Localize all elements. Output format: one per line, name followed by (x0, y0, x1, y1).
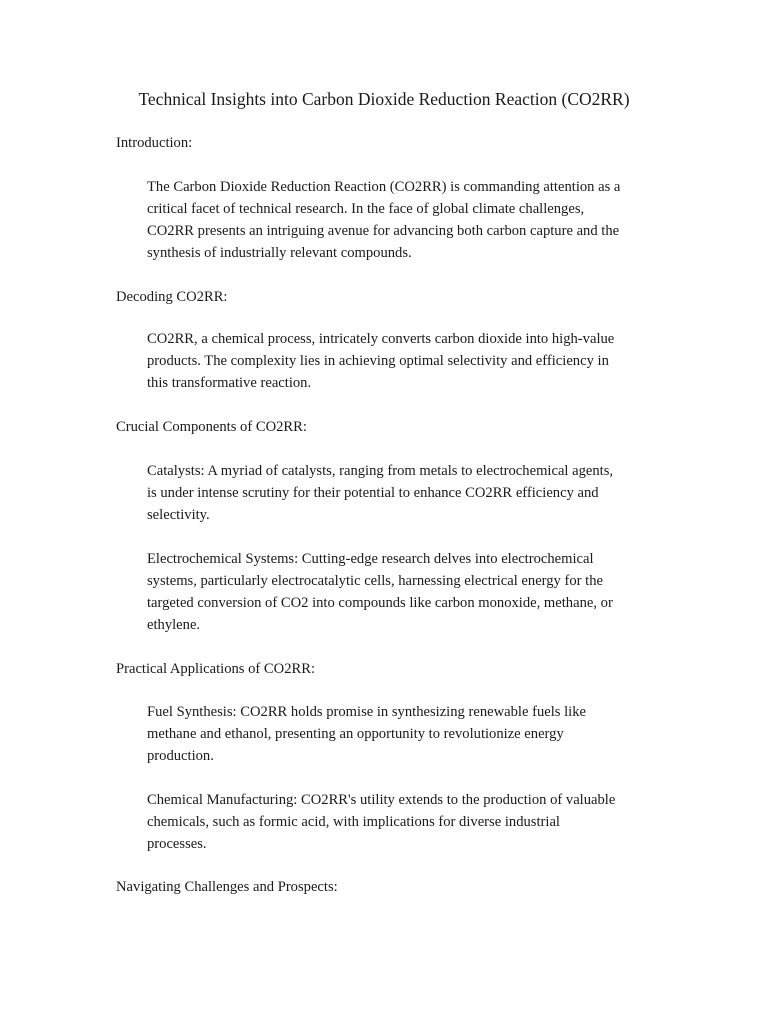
text-line: production. (147, 748, 214, 764)
text-line: targeted conversion of CO2 into compounds like carbon monoxide, methane, or (147, 595, 613, 611)
section-heading-introduction: Introduction: (116, 135, 193, 151)
text-line: ethylene. (147, 617, 201, 633)
section-heading-challenges: Navigating Challenges and Prospects: (116, 879, 338, 895)
paragraph-chemical-manufacturing (147, 789, 661, 855)
text-line: CO2RR presents an intriguing avenue for advancing both carbon capture and the (147, 223, 620, 239)
text-line: chemicals, such as formic acid, with implications for diverse industrial (147, 814, 560, 830)
text-line: CO2RR, a chemical process, intricately converts carbon dioxide into high-value (147, 331, 615, 347)
paragraph-fuel-synthesis (147, 701, 661, 767)
text-line: The Carbon Dioxide Reduction Reaction (CO2RR) is commanding attention as a (147, 179, 621, 195)
document-title: Technical Insights into Carbon Dioxide Reduction Reaction (CO2RR) (138, 89, 630, 109)
section-heading-applications: Practical Applications of CO2RR: (116, 661, 316, 677)
text-line: Chemical Manufacturing: CO2RR's utility extends to the production of valuable (147, 792, 616, 808)
text-line: critical facet of technical research. In the face of global climate challenges, (147, 201, 585, 217)
paragraph-introduction (147, 176, 661, 264)
text-line: Fuel Synthesis: CO2RR holds promise in synthesizing renewable fuels like (147, 704, 586, 720)
text-line: Catalysts: A myriad of catalysts, ranging from metals to electrochemical agents, (147, 463, 614, 479)
text-line: products. The complexity lies in achieving optimal selectivity and efficiency in (147, 353, 609, 369)
text-line: this transformative reaction. (147, 375, 312, 391)
text-line: synthesis of industrially relevant compounds. (147, 245, 412, 261)
text-line: selectivity. (147, 507, 210, 523)
text-line: is under intense scrutiny for their potential to enhance CO2RR efficiency and (147, 485, 599, 501)
paragraph-catalysts (147, 460, 661, 526)
section-heading-components: Crucial Components of CO2RR: (116, 419, 307, 435)
text-line: Electrochemical Systems: Cutting-edge research delves into electrochemical (147, 551, 594, 567)
text-line: systems, particularly electrocatalytic cells, harnessing electrical energy for the (147, 573, 603, 589)
section-heading-decoding: Decoding CO2RR: (116, 289, 228, 305)
paragraph-decoding (147, 328, 661, 394)
text-line: processes. (147, 836, 207, 852)
text-line: methane and ethanol, presenting an opportunity to revolutionize energy (147, 726, 564, 742)
paragraph-electrochemical-systems (147, 548, 661, 636)
